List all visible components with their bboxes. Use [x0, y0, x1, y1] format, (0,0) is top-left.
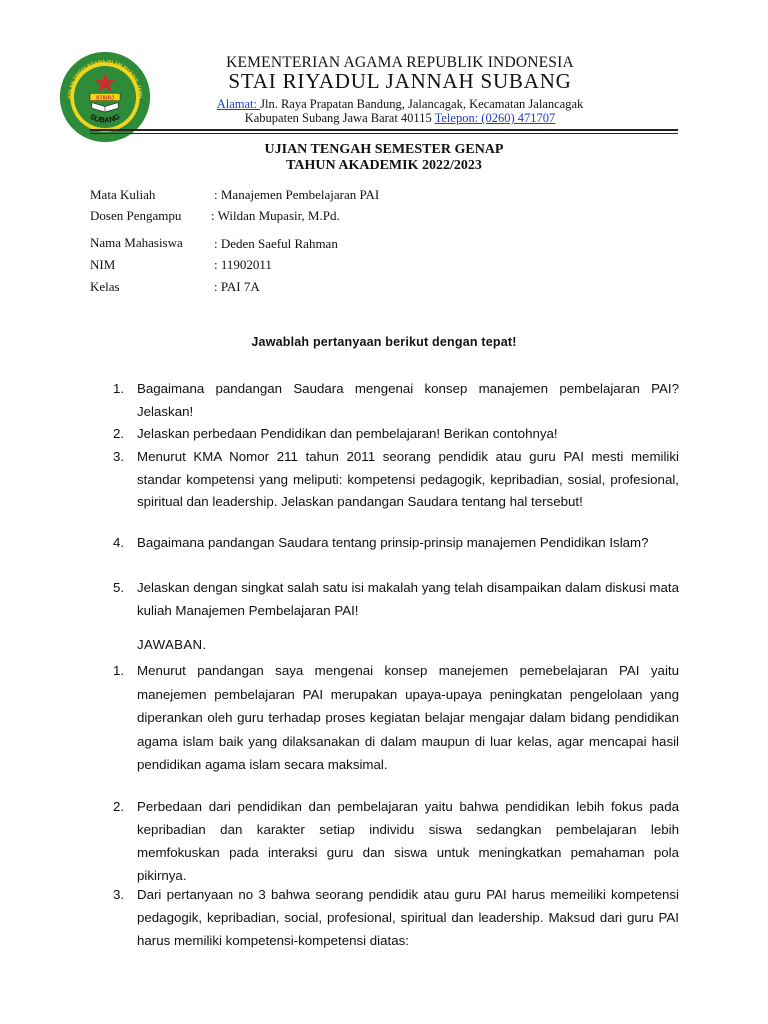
address-label: Alamat: — [216, 97, 261, 111]
answer-item — [113, 659, 679, 777]
student-value: : Deden Saeful Rahman — [214, 236, 338, 251]
address-city: Kabupaten Subang Jawa Barat 40115 — [244, 111, 435, 125]
college-name: STAI RIYADUL JANNAH SUBANG — [228, 69, 572, 93]
address-line-1 — [150, 97, 650, 112]
answer-text: Menurut pandangan saya mengenai konsep manejemen pemebelajaran PAI yaitu manejemen pembelajaran PAI merupakan upaya-upaya peningkatan pengelolaan yang diperankan oleh guru terhadap proses kegiatan belajar mengajar dalam bidang pendidikan agama islam baik yang dilaksanakan di dalam maupun di luar kelas, agar mencapai hasil pendidikan agama islam secara maksimal. — [137, 663, 679, 772]
answer-number: 1. — [113, 663, 125, 678]
answer-number: 3. — [113, 887, 125, 902]
question-text: Jelaskan dengan singkat salah satu isi makalah yang telah disampaikan dalam diskusi mata kuliah Manajemen Pembelajaran PAI! — [137, 580, 679, 618]
question-number: 5. — [113, 580, 125, 595]
header-divider-thin — [90, 133, 678, 134]
question-number: 4. — [113, 535, 125, 550]
class-label: Kelas — [90, 279, 120, 294]
phone-link[interactable]: Telepon: (0260) 471707 — [434, 111, 556, 125]
lecturer-label: Dosen Pengampu — [90, 208, 182, 223]
lecturer-value: : Wildan Mupasir, M.Pd. — [211, 208, 340, 223]
question-text: Bagaimana pandangan Saudara tentang prinsip-prinsip manajemen Pendidikan Islam? — [137, 535, 649, 550]
answers-heading: JAWABAN. — [137, 637, 207, 652]
question-text: Bagaimana pandangan Saudara mengenai konsep manajemen pembelajaran PAI? Jelaskan! — [137, 381, 679, 419]
course-label: Mata Kuliah — [90, 187, 156, 202]
answer-item — [113, 795, 679, 887]
answer-text: Perbedaan dari pendidikan dan pembelajaran yaitu bahwa pendidikan lebih fokus pada kepribadian dan karakter setiap individu siswa sedangkan pembelajaran lebih memfokuskan pada interaksi guru dan siswa untuk meningkatkan pemahaman pola pikirnya. — [137, 799, 679, 883]
question-item — [113, 423, 679, 446]
nim-label: NIM — [90, 257, 116, 272]
question-number: 3. — [113, 449, 125, 464]
course-value: : Manajemen Pembelajaran PAI — [214, 187, 380, 202]
answer-item — [113, 883, 679, 952]
question-item — [113, 378, 679, 423]
question-number: 1. — [113, 381, 125, 396]
address-text: Jln. Raya Prapatan Bandung, Jalancagak, Kecamatan Jalancagak — [260, 97, 584, 111]
question-item — [113, 446, 679, 514]
logo-text-top: KOLAH TINGGI AGAMA ISLAM RIYADUL JANN — [68, 60, 142, 99]
exam-title: UJIAN TENGAH SEMESTER GENAP — [264, 142, 504, 157]
address-line-2 — [150, 111, 650, 126]
question-number: 2. — [113, 426, 125, 441]
logo-banner: STAIRJ — [96, 95, 114, 102]
answer-text: Dari pertanyaan no 3 bahwa seorang pendidik atau guru PAI harus memeiliki kompetensi pedagogik, kepribadian, social, profesional, spiritual dan leadership. Maksud dari guru PAI harus memiliki kompetensi-kompetensi diatas: — [137, 887, 679, 948]
question-item — [113, 577, 679, 622]
instruction: Jawablah pertanyaan berikut dengan tepat! — [251, 335, 517, 349]
class-value: : PAI 7A — [214, 279, 260, 294]
header-divider-thick — [90, 129, 678, 131]
student-label: Nama Mahasiswa — [90, 235, 183, 250]
question-item — [113, 532, 679, 555]
exam-year: TAHUN AKADEMIK 2022/2023 — [286, 158, 482, 173]
question-text: Jelaskan perbedaan Pendidikan dan pembelajaran! Berikan contohnya! — [137, 426, 558, 441]
logo-text-bottom: SUBANG — [88, 111, 122, 125]
answer-number: 2. — [113, 799, 125, 814]
nim-value: : 11902011 — [214, 257, 272, 272]
question-text: Menurut KMA Nomor 211 tahun 2011 seorang pendidik atau guru PAI mesti memiliki standar kompetensi yang meliputi: kompetensi pedagogik, kepribadian, sosial, profesional, spiritual dan leadership. Jelaskan pandangan Saudara tentang hal tersebut! — [137, 449, 679, 509]
ministry-name: KEMENTERIAN AGAMA REPUBLIK INDONESIA — [226, 54, 574, 71]
